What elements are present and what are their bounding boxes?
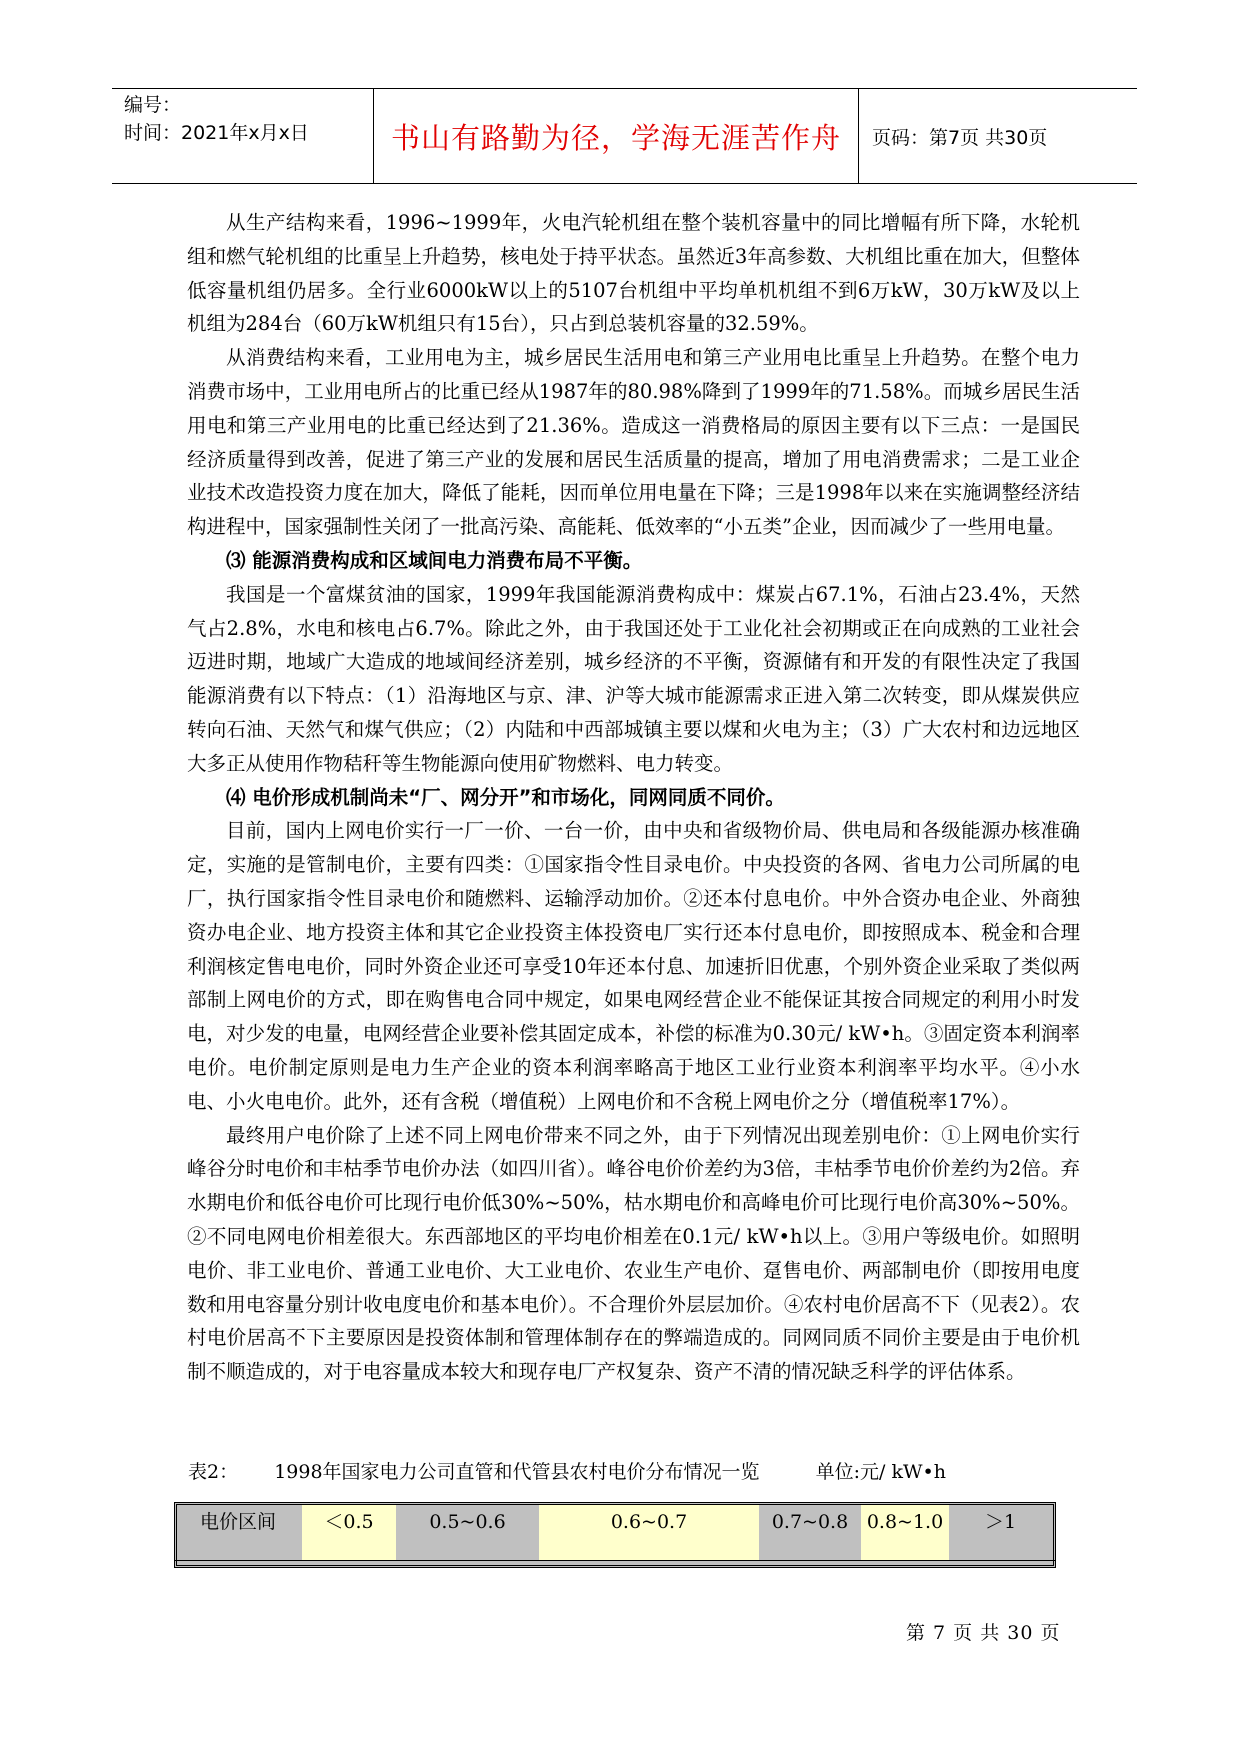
table-unit: 单位:元/ kW•h — [815, 1461, 946, 1483]
table-cell: 0.7~0.8 — [763, 1505, 857, 1560]
paragraph-grid-pricing: 目前，国内上网电价实行一厂一价、一台一价，由中央和省级物价局、供电局和各级能源办核准确定，实施的是管制电价，主要有四类：①国家指令性目录电价。中央投资的各网、省电力公司所属的电厂，执行国家指令性目录电价和随燃料、运输浮动加价。②还本付息电价。中外合资办电企业、外商独资办电企业、地方投资主体和其它企业投资主体投资电厂实行还本付息电价，即按照成本、税金和合理利润核定售电电价，同时外资企业还可享受10年还本付息、加速折旧优惠，个别外资企业采取了类似两部制上网电价的方式，即在购售电合同中规定，如果电网经营企业不能保证其按合同规定的利用小时发电，对少发的电量，电网经营企业要补偿其固定成本，补偿的标准为0.30元/ kW•h。③固定资本利润率电价。电价制定原则是电力生产企业的资本利润率略高于地区工业行业资本利润率平均水平。④小水电、小火电电价。此外，还有含税（增值税）上网电价和不含税上网电价之分（增值税率17%）。 — [187, 819, 1080, 1113]
table-cell: 0.8~1.0 — [861, 1505, 949, 1560]
page-footer: 第 7 页 共 30 页 — [906, 1622, 1061, 1644]
paragraph-energy-consumption: 我国是一个富煤贫油的国家，1999年我国能源消费构成中：煤炭占67.1%，石油占23.4%，天然气占2.8%，水电和核电占6.7%。除此之外，由于我国还处于工业化社会初期或正在向成熟的工业社会迈进时期，地域广大造成的地域间经济差别，城乡经济的不平衡，资源储有和开发的有限性决定了我国能源消费有以下特点：（1）沿海地区与京、津、沪等大城市能源需求正进入第二次转变，即从煤炭供应转向石油、天然气和煤气供应；（2）内陆和中西部城镇主要以煤和火电为主；（3）广大农村和边远地区大多正从使用作物秸秆等生物能源向使用矿物燃料、电力转变。 — [187, 582, 1080, 775]
paragraph-production-structure: 从生产结构来看，1996~1999年，火电汽轮机组在整个装机容量中的同比增幅有所下降，水轮机组和燃气轮机组的比重呈上升趋势，核电处于持平状态。虽然近3年高参数、大机组比重在加大，但整体低容量机组仍居多。全行业6000kW以上的5107台机组中平均单机机组不到6万kW，30万kW及以上机组为284台（60万kW机组只有15台），只占到总装机容量的32.59%。 — [187, 211, 1080, 336]
table-header-cell: 电价区间 — [178, 1505, 298, 1560]
document-body — [187, 206, 1080, 1389]
table-caption — [188, 1457, 946, 1484]
document-number-label: 编号： — [124, 94, 182, 116]
section-heading-3: ⑶ 能源消费构成和区域间电力消费布局不平衡。 — [226, 548, 643, 572]
page-header — [112, 88, 1137, 184]
table-cell: ＜0.5 — [302, 1505, 396, 1560]
table-cell: ＞1 — [953, 1505, 1048, 1560]
section-heading-4: ⑷ 电价形成机制尚未“厂、网分开”和市场化，同网同质不同价。 — [226, 785, 785, 809]
table-divider — [174, 1560, 1056, 1565]
table-cell: 0.5~0.6 — [400, 1505, 535, 1560]
header-page-info: 页码：第7页 共30页 — [872, 126, 1048, 149]
table-label: 表2： — [188, 1461, 239, 1483]
rural-price-table — [174, 1502, 1056, 1570]
paragraph-end-user-pricing: 最终用户电价除了上述不同上网电价带来不同之外，由于下列情况出现差别电价：①上网电价实行峰谷分时电价和丰枯季节电价办法（如四川省）。峰谷电价价差约为3倍，丰枯季节电价价差约为2倍。弃水期电价和低谷电价可比现行电价低30%~50%，枯水期电价和高峰电价可比现行电价高30%~50%。②不同电网电价相差很大。东西部地区的平均电价相差在0.1元/ kW•h以上。③用户等级电价。如照明电价、非工业电价、普通工业电价、大工业电价、农业生产电价、趸售电价、两部制电价（即按用电度数和用电容量分别计收电度电价和基本电价）。不合理价外层层加价。④农村电价居高不下（见表2）。农村电价居高不下主要原因是投资体制和管理体制存在的弊端造成的。同网同质不同价主要是由于电价机制不顺造成的，对于电容量成本较大和现存电厂产权复杂、资产不清的情况缺乏科学的评估体系。 — [187, 1123, 1080, 1384]
table-title: 1998年国家电力公司直管和代管县农村电价分布情况一览 — [274, 1461, 760, 1483]
header-meta — [124, 91, 372, 181]
table-cell: 0.6~0.7 — [539, 1505, 759, 1560]
document-date: 时间：2021年x月x日 — [124, 122, 309, 144]
paragraph-consumption-structure: 从消费结构来看，工业用电为主，城乡居民生活用电和第三产业用电比重呈上升趋势。在整个电力消费市场中，工业用电所占的比重已经从1987年的80.98%降到了1999年的71.58%。而城乡居民生活用电和第三产业用电的比重已经达到了21.36%。造成这一消费格局的原因主要有以下三点：一是国民经济质量得到改善，促进了第三产业的发展和居民生活质量的提高，增加了用电消费需求；二是工业企业技术改造投资力度在加大，降低了能耗，因而单位用电量在下降；三是1998年以来在实施调整经济结构进程中，国家强制性关闭了一批高污染、高能耗、低效率的“小五类”企业，因而减少了一些用电量。 — [187, 346, 1080, 539]
header-motto: 书山有路勤为径，学海无涯苦作舟 — [373, 89, 859, 183]
